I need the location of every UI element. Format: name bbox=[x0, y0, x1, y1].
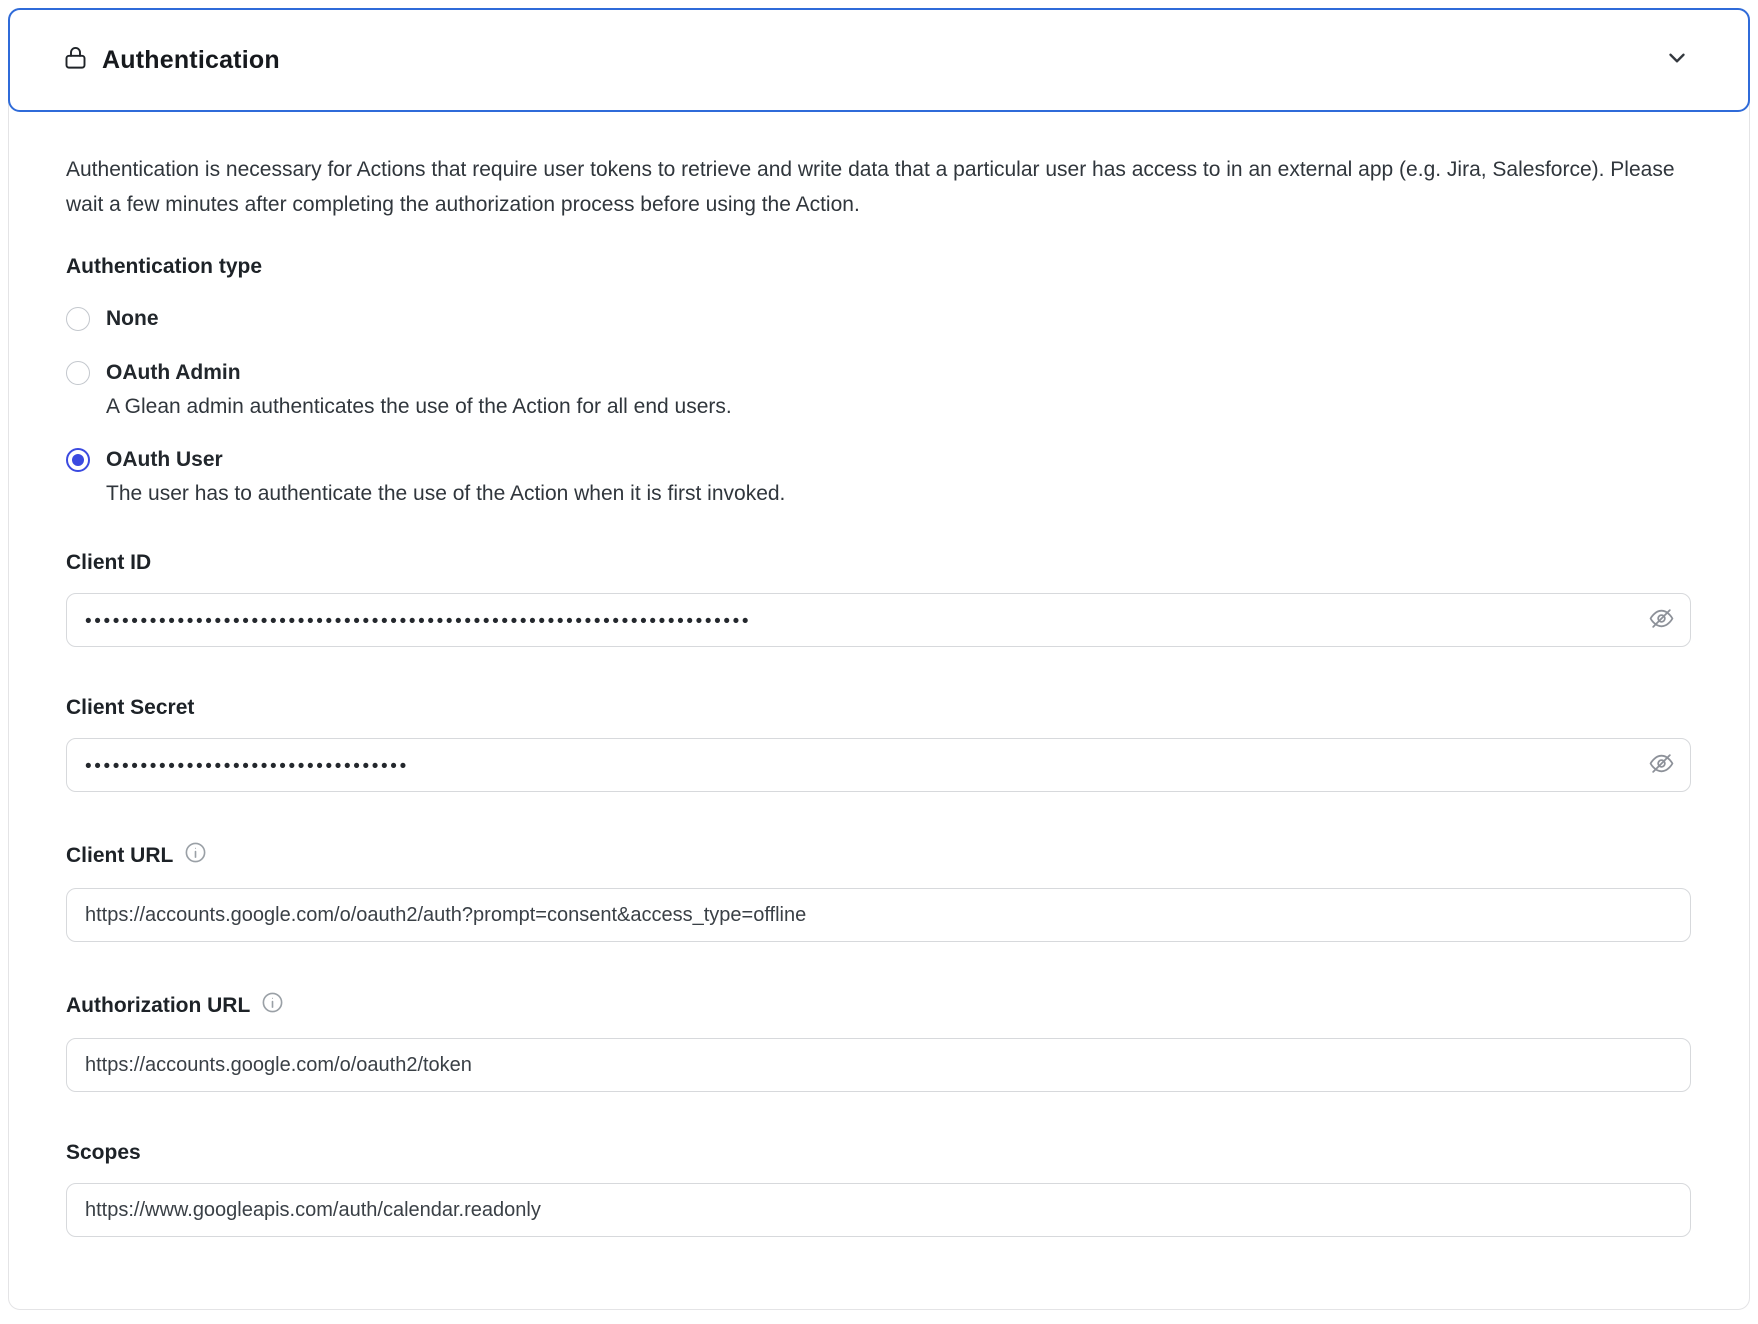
radio-circle[interactable] bbox=[66, 448, 90, 472]
section-content bbox=[9, 112, 1749, 1237]
eye-off-icon bbox=[1649, 751, 1674, 779]
toggle-client-id-visibility-button[interactable] bbox=[1639, 598, 1683, 642]
info-icon[interactable] bbox=[261, 991, 284, 1020]
field-authorization-url bbox=[66, 991, 1691, 1092]
field-client-id bbox=[66, 551, 1691, 647]
info-icon[interactable] bbox=[184, 841, 207, 870]
radio-circle[interactable] bbox=[66, 361, 90, 385]
auth-type-radio-group bbox=[66, 305, 1691, 507]
client-url-input[interactable] bbox=[66, 888, 1691, 942]
auth-type-label: Authentication type bbox=[66, 255, 263, 278]
authentication-panel bbox=[8, 8, 1750, 1310]
client-secret-label: Client Secret bbox=[66, 696, 195, 719]
authentication-section-header[interactable] bbox=[8, 8, 1750, 112]
field-client-secret bbox=[66, 696, 1691, 792]
radio-option-oauth-user[interactable] bbox=[66, 446, 223, 474]
field-client-url bbox=[66, 841, 1691, 942]
radio-label: OAuth Admin bbox=[106, 361, 241, 384]
field-scopes bbox=[66, 1141, 1691, 1237]
chevron-down-icon[interactable] bbox=[1664, 45, 1690, 76]
auth-description: Authentication is necessary for Actions that require user tokens to retrieve and write data that a particular user has access to in an external app (e.g. Jira, Salesforce). Please wait a few minutes after completing the authorization process before using the Action. bbox=[66, 158, 1675, 216]
radio-option-none[interactable] bbox=[66, 305, 159, 333]
client-id-label: Client ID bbox=[66, 551, 152, 574]
scopes-label: Scopes bbox=[66, 1141, 141, 1164]
radio-option-description: The user has to authenticate the use of the Action when it is first invoked. bbox=[106, 482, 786, 505]
client-url-label: Client URL bbox=[66, 843, 174, 867]
radio-option-oauth-admin[interactable] bbox=[66, 359, 241, 387]
client-secret-input[interactable] bbox=[66, 738, 1691, 792]
lock-icon bbox=[62, 44, 89, 76]
radio-circle[interactable] bbox=[66, 307, 90, 331]
authorization-url-input[interactable] bbox=[66, 1038, 1691, 1092]
section-title: Authentication bbox=[102, 45, 280, 74]
radio-option-description: A Glean admin authenticates the use of the Action for all end users. bbox=[106, 395, 732, 418]
toggle-client-secret-visibility-button[interactable] bbox=[1639, 743, 1683, 787]
client-id-input[interactable] bbox=[66, 593, 1691, 647]
radio-label: None bbox=[106, 307, 159, 330]
scopes-input[interactable] bbox=[66, 1183, 1691, 1237]
authorization-url-label: Authorization URL bbox=[66, 993, 251, 1017]
radio-label: OAuth User bbox=[106, 448, 223, 471]
eye-off-icon bbox=[1649, 606, 1674, 634]
